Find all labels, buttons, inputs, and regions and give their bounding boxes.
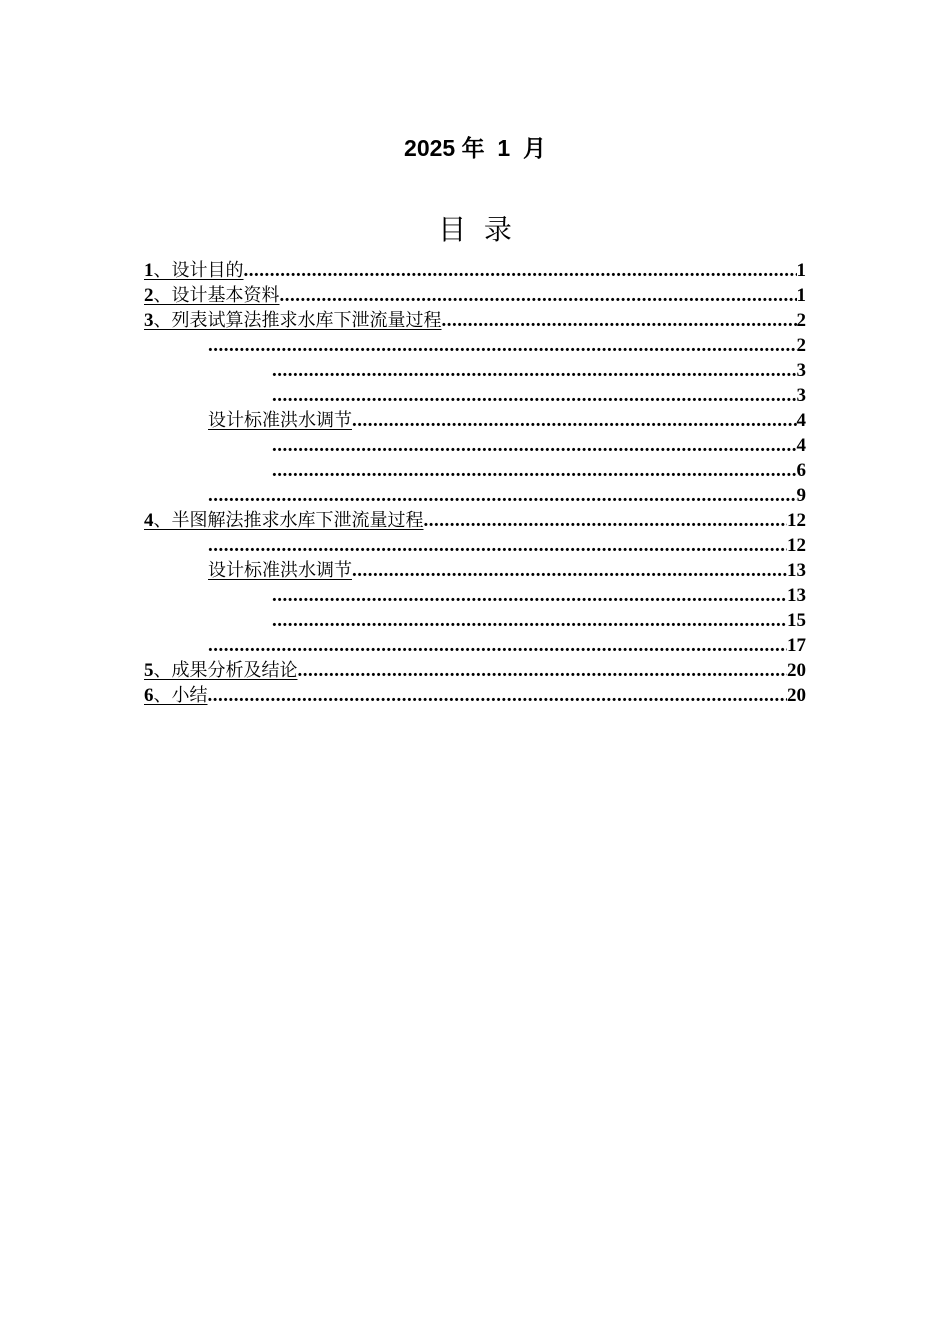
toc-entry-page: 15 <box>787 610 806 631</box>
toc-leader-dots <box>298 658 788 683</box>
toc-entry-page: 6 <box>796 460 806 481</box>
toc-leader-dots <box>424 508 788 533</box>
toc-entry[interactable] <box>144 433 806 458</box>
toc-entry[interactable] <box>144 458 806 483</box>
document-date: 2025 年 1 月 <box>404 135 546 161</box>
toc-entry[interactable] <box>144 558 806 583</box>
toc-entry-label: 设计标准洪水调节 <box>208 410 352 431</box>
toc-entry-label: 设计目的 <box>171 260 244 281</box>
toc-entry-page: 4 <box>796 435 806 456</box>
toc-entry-page: 13 <box>787 560 806 581</box>
toc-leader-dots <box>244 258 797 283</box>
toc-entry-page: 20 <box>787 685 806 706</box>
toc-entry-separator: 、 <box>153 510 172 531</box>
table-of-contents <box>144 258 806 708</box>
toc-entry-page: 2 <box>796 310 806 331</box>
toc-entry-label: 设计基本资料 <box>171 285 280 306</box>
toc-leader-dots <box>272 433 797 458</box>
toc-entry-number: 6 <box>144 685 154 706</box>
toc-entry-page: 12 <box>787 535 806 556</box>
toc-leader-dots <box>208 333 797 358</box>
toc-entry-number: 1 <box>144 260 154 281</box>
toc-leader-dots <box>272 608 787 633</box>
toc-entry[interactable] <box>144 658 806 683</box>
toc-entry[interactable] <box>144 608 806 633</box>
toc-entry-page: 9 <box>796 485 806 506</box>
toc-entry-page: 2 <box>796 335 806 356</box>
toc-entry-label: 成果分析及结论 <box>171 660 298 681</box>
toc-leader-dots <box>442 308 797 333</box>
toc-entry[interactable] <box>144 308 806 333</box>
toc-entry[interactable] <box>144 483 806 508</box>
toc-entry[interactable] <box>144 333 806 358</box>
toc-entry-number: 3 <box>144 310 154 331</box>
toc-leader-dots <box>208 483 797 508</box>
toc-entry-page: 1 <box>796 285 806 306</box>
toc-leader-dots <box>272 583 787 608</box>
toc-entry-page: 17 <box>787 635 806 656</box>
toc-entry-page: 12 <box>787 510 806 531</box>
toc-entry-page: 4 <box>796 410 806 431</box>
toc-entry-separator: 、 <box>153 310 172 331</box>
toc-entry[interactable] <box>144 258 806 283</box>
toc-entry-number: 4 <box>144 510 154 531</box>
toc-leader-dots <box>280 283 797 308</box>
toc-entry-label: 小结 <box>171 685 208 706</box>
toc-entry-label: 半图解法推求水库下泄流量过程 <box>171 510 424 531</box>
toc-entry[interactable] <box>144 408 806 433</box>
toc-entry-number: 2 <box>144 285 154 306</box>
toc-entry-separator: 、 <box>153 285 172 306</box>
toc-entry-separator: 、 <box>153 260 172 281</box>
toc-entry[interactable] <box>144 683 806 708</box>
toc-entry[interactable] <box>144 358 806 383</box>
toc-entry[interactable] <box>144 533 806 558</box>
toc-entry-page: 3 <box>796 360 806 381</box>
toc-entry[interactable] <box>144 283 806 308</box>
toc-entry-number: 5 <box>144 660 154 681</box>
toc-entry-page: 1 <box>796 260 806 281</box>
toc-entry-label: 列表试算法推求水库下泄流量过程 <box>171 310 442 331</box>
toc-entry-page: 3 <box>796 385 806 406</box>
toc-leader-dots <box>352 558 787 583</box>
toc-entry-separator: 、 <box>153 685 172 706</box>
toc-leader-dots <box>208 633 787 658</box>
toc-leader-dots <box>208 533 787 558</box>
toc-title: 目 录 <box>438 213 512 246</box>
toc-entry-page: 13 <box>787 585 806 606</box>
toc-entry-separator: 、 <box>153 660 172 681</box>
toc-entry[interactable] <box>144 583 806 608</box>
toc-entry-page: 20 <box>787 660 806 681</box>
toc-entry[interactable] <box>144 508 806 533</box>
toc-leader-dots <box>272 383 797 408</box>
toc-entry[interactable] <box>144 633 806 658</box>
toc-leader-dots <box>352 408 797 433</box>
toc-leader-dots <box>272 358 797 383</box>
toc-entry-label: 设计标准洪水调节 <box>208 560 352 581</box>
toc-leader-dots <box>272 458 797 483</box>
toc-leader-dots <box>208 683 788 708</box>
toc-entry[interactable] <box>144 383 806 408</box>
